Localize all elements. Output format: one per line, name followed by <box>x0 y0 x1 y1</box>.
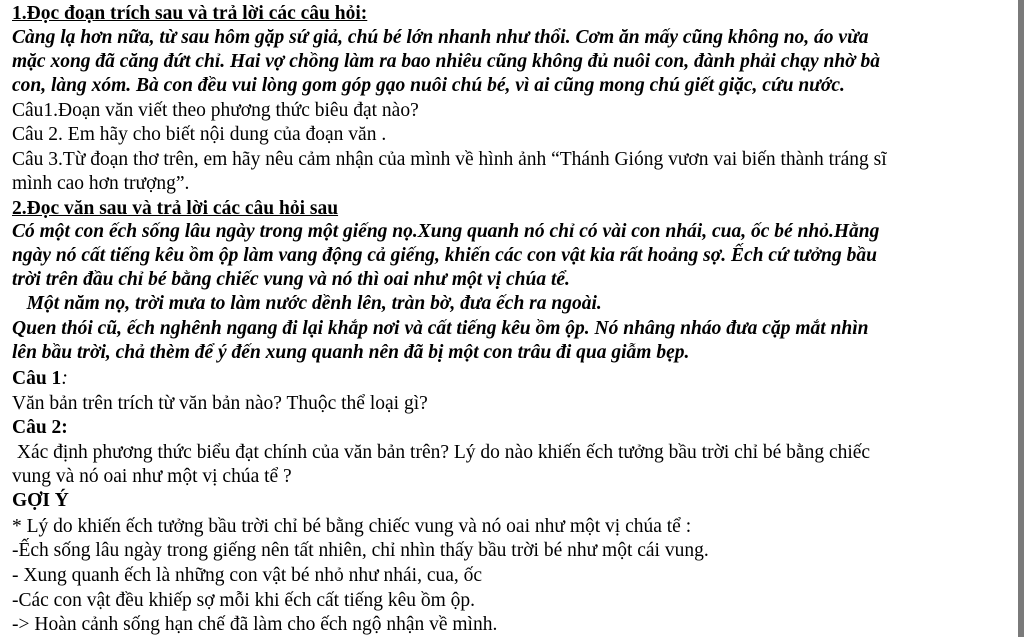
section2-passage-line: Quen thói cũ, ếch nghênh ngang đi lại khắp nơi và cất tiếng kêu ồm ộp. Nó nhâng nháo đưa cặp mắt nhìn <box>12 318 869 339</box>
hint-line: - Xung quanh ếch là những con vật bé nhỏ như nhái, cua, ốc <box>12 565 483 586</box>
hint-line: * Lý do khiến ếch tưởng bầu trời chỉ bé bằng chiếc vung và nó oai như một vị chúa tể : <box>12 516 692 537</box>
section1-passage-line: con, làng xóm. Bà con đều vui lòng gom góp gạo nuôi chú bé, vì ai cũng mong chú giết giặc, cứu nước. <box>12 75 845 96</box>
section2-q1-text: Văn bản trên trích từ văn bản nào? Thuộc thể loại gì? <box>12 393 428 414</box>
hint-line: -Các con vật đều khiếp sợ mỗi khi ếch cất tiếng kêu ồm ộp. <box>12 590 476 611</box>
section2-heading: 2.Đọc văn sau và trả lời các câu hỏi sau <box>12 198 339 219</box>
section2-q1-colon: : <box>61 368 68 389</box>
hint-heading: GỢI Ý <box>12 490 69 511</box>
section2-passage-line: Có một con ếch sống lâu ngày trong một giếng nọ.Xung quanh nó chỉ có vài con nhái, cua, ốc bé nhỏ.Hằng <box>12 221 880 242</box>
section1-passage-line: Càng lạ hơn nữa, từ sau hôm gặp sứ giả, chú bé lớn nhanh như thổi. Cơm ăn mấy cũng không no, áo vừa <box>12 27 869 48</box>
section2-q2-text-cont: vung và nó oai như một vị chúa tể ? <box>12 466 292 487</box>
section2-passage-line: Một năm nọ, trời mưa to làm nước dềnh lên, tràn bờ, đưa ếch ra ngoài. <box>12 293 602 314</box>
hint-line: -> Hoàn cảnh sống hạn chế đã làm cho ếch ngộ nhận về mình. <box>12 614 498 635</box>
section2-q2-text: Xác định phương thức biểu đạt chính của văn bản trên? Lý do nào khiến ếch tưởng bầu trời chỉ bé bằng chiếc <box>12 442 871 463</box>
section1-question-2: Câu 2. Em hãy cho biết nội dung của đoạn văn . <box>12 124 387 145</box>
section2-q1-label-row <box>12 367 68 391</box>
section1-question-3: Câu 3.Từ đoạn thơ trên, em hãy nêu cảm nhận của mình về hình ảnh “Thánh Gióng vươn vai biến thành tráng sĩ <box>12 149 887 170</box>
section1-question-1: Câu1.Đoạn văn viết theo phương thức biêu đạt nào? <box>12 100 419 121</box>
section2-passage-line: trời trên đầu chỉ bé bằng chiếc vung và nó thì oai như một vị chúa tể. <box>12 269 570 290</box>
section1-passage-line: mặc xong đã căng đứt chỉ. Hai vợ chồng làm ra bao nhiêu cũng không đủ nuôi con, đành phải chạy nhờ bà <box>12 51 881 72</box>
section1-heading: 1.Đọc đoạn trích sau và trả lời các câu hỏi: <box>12 3 368 24</box>
section2-passage-line: lên bầu trời, chả thèm để ý đến xung quanh nên đã bị một con trâu đi qua giẫm bẹp. <box>12 342 690 363</box>
section2-q2-label: Câu 2: <box>12 417 68 438</box>
section1-question-3-cont: mình cao hơn trượng”. <box>12 173 190 194</box>
section2-q1-label: Câu 1 <box>12 368 62 389</box>
hint-line: -Ếch sống lâu ngày trong giếng nên tất nhiên, chỉ nhìn thấy bầu trời bé như một cái vung. <box>12 540 709 561</box>
section2-passage-line: ngày nó cất tiếng kêu ồm ộp làm vang động cả giếng, khiến các con vật kia rất hoảng sợ. Ếch cứ tưởng bầu <box>12 245 877 266</box>
